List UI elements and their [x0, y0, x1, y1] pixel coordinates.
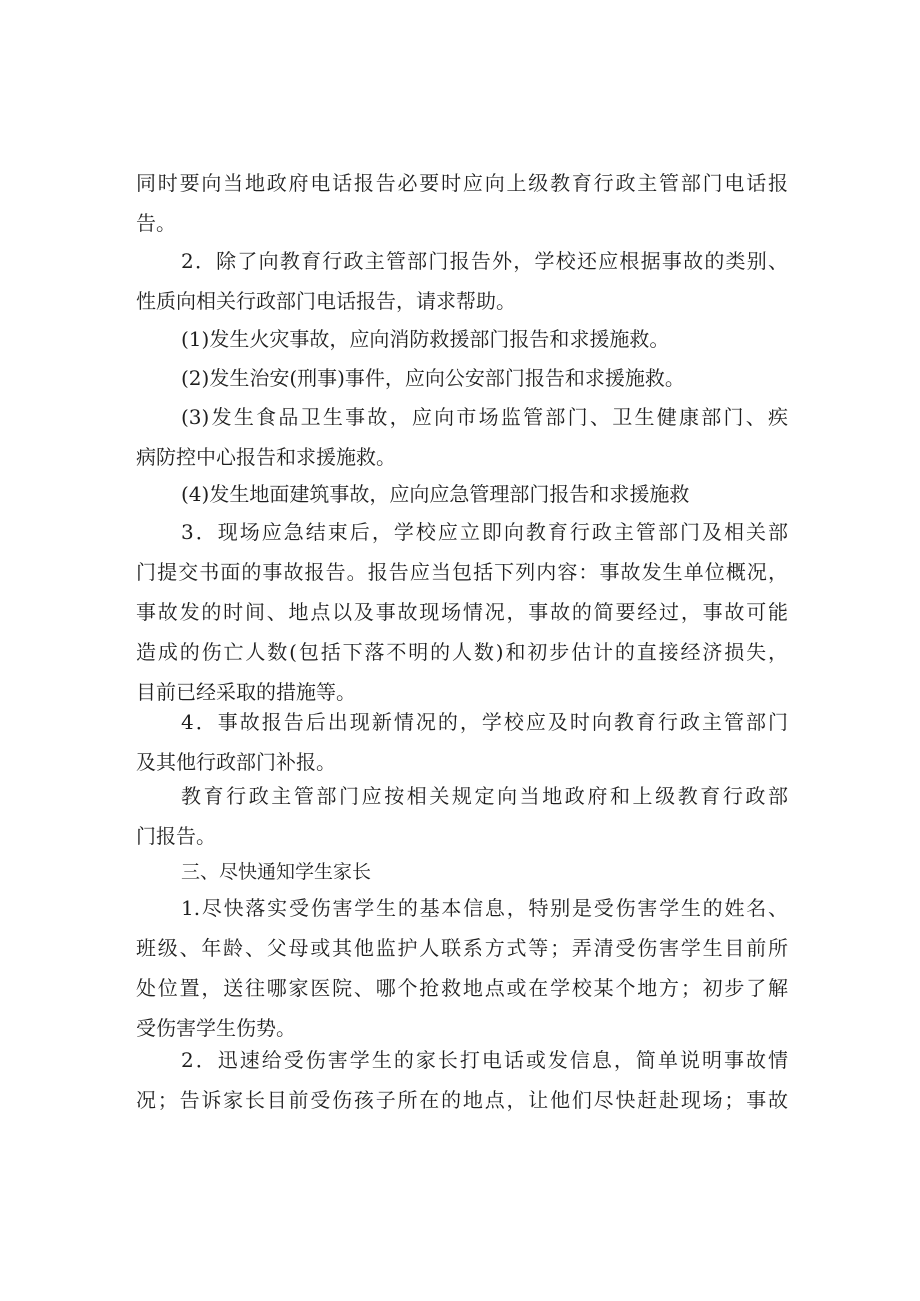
text-line: 3．现场应急结束后，学校应立即向教育行政主管部门及相关部	[181, 520, 788, 544]
paragraph-sub-1	[136, 319, 788, 359]
text-line: 目前已经采取的措施等。	[136, 680, 356, 704]
paragraph-notify-1	[136, 888, 788, 1048]
text-line: 告。	[136, 211, 176, 235]
text-line: 造成的伤亡人数(包括下落不明的人数)和初步估计的直接经济损失，	[136, 640, 788, 664]
text-line: 事故发的时间、地点以及事故现场情况，事故的简要经过，事故可能	[136, 600, 788, 624]
text-line: 2．除了向教育行政主管部门报告外，学校还应根据事故的类别、	[181, 249, 788, 273]
text-line: (1)发生火灾事故，应向消防救援部门报告和求援施救。	[181, 327, 670, 351]
paragraph-item-4	[136, 702, 788, 782]
text-line: (3)发生食品卫生事故，应向市场监管部门、卫生健康部门、疾	[181, 405, 788, 429]
text-line: 门提交书面的事故报告。报告应当包括下列内容：事故发生单位概况，	[136, 560, 788, 584]
paragraph-sub-3	[136, 397, 788, 477]
text-line: 同时要向当地政府电话报告必要时应向上级教育行政主管部门电话报	[136, 171, 788, 195]
paragraph-authority	[136, 776, 788, 856]
paragraph-sub-4	[136, 474, 788, 514]
text-line: (4)发生地面建筑事故，应向应急管理部门报告和求援施救	[181, 482, 690, 506]
paragraph-sub-2	[136, 358, 788, 398]
paragraph-continuation	[136, 163, 788, 243]
paragraph-item-3	[136, 512, 788, 712]
text-line: 况；告诉家长目前受伤孩子所在的地点，让他们尽快赶赴现场；事故	[136, 1088, 788, 1112]
text-line: 处位置，送往哪家医院、哪个抢救地点或在学校某个地方；初步了解	[136, 976, 788, 1000]
text-line: 性质向相关行政部门电话报告，请求帮助。	[136, 289, 516, 313]
text-line: (2)发生治安(刑事)事件，应向公安部门报告和求援施救。	[181, 366, 685, 390]
text-line: 及其他行政部门补报。	[136, 750, 336, 774]
text-line: 受伤害学生伤势。	[136, 1016, 296, 1040]
text-line: 门报告。	[136, 824, 216, 848]
text-line: 病防控中心报告和求援施救。	[136, 445, 396, 469]
paragraph-item-2	[136, 241, 788, 321]
section-title: 三、尽快通知学生家长	[181, 861, 372, 883]
text-line: 教育行政主管部门应按相关规定向当地政府和上级教育行政部	[181, 784, 788, 808]
text-line: 4．事故报告后出现新情况的，学校应及时向教育行政主管部门	[181, 710, 788, 734]
text-line: 班级、年龄、父母或其他监护人联系方式等；弄清受伤害学生目前所	[136, 936, 788, 960]
section-heading	[136, 852, 788, 892]
text-line: 2．迅速给受伤害学生的家长打电话或发信息，简单说明事故情	[181, 1048, 788, 1072]
text-line: 1.尽快落实受伤害学生的基本信息，特别是受伤害学生的姓名、	[181, 896, 788, 920]
paragraph-notify-2	[136, 1040, 788, 1120]
